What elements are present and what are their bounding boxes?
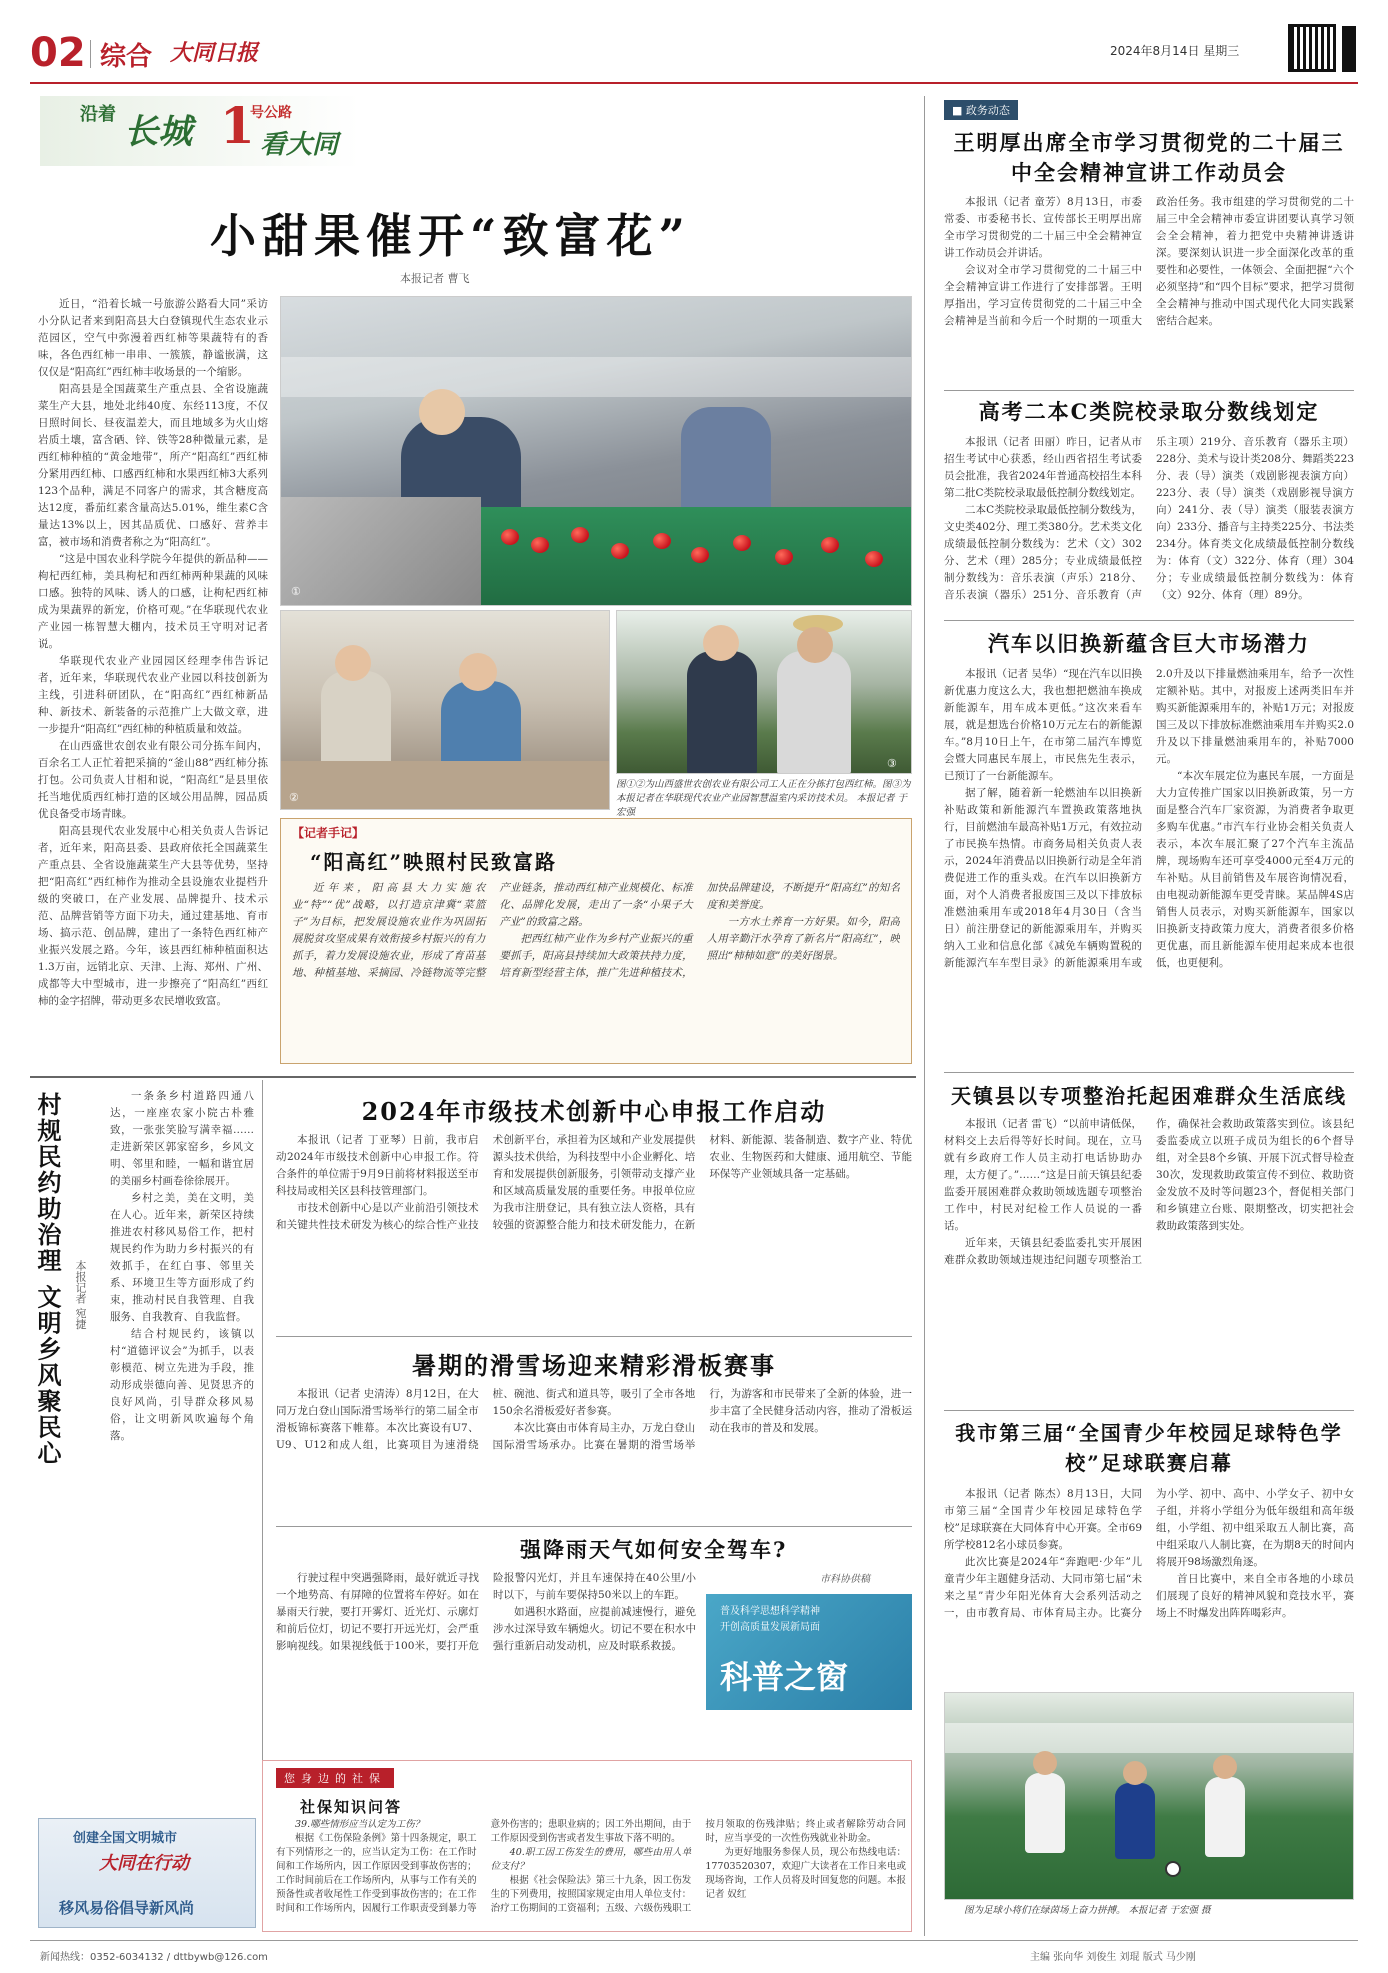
divider	[30, 1076, 916, 1078]
social-body	[276, 1818, 906, 1926]
banner-top: 创建全国文明城市	[73, 1831, 178, 1846]
tianzhen-para: 本报讯（记者 雷飞）“以前申请低保，材料交上去后得等好长时间。现在，立马就有乡政府工作人员主动打电话协助办理，太方便了。”……“这是日前天镇县纪委监委开展困难群众救助领域选题专项整治工作中，村民对纪检工作人员说的一番话。	[944, 1118, 1142, 1232]
banner-road: 号公路	[250, 105, 292, 121]
commentary-para: 近年来，阳高县大力实施农业“特”“优”战略，以打造京津冀“菜篮子”为目标，把发展设施农业作为巩固拓展脱贫攻坚成果有效衔接乡村振兴的有力抓手，着力发展设施农业，形成了育苗基地、种植基地、采摘园、冷链物流等完整产业链条，推动西红柿产业规模化、标准化、品牌化发展，走出了一条“小果子大产业”的致富之路。	[292, 882, 693, 979]
photo-number: ②	[289, 791, 299, 804]
football-para: 本报讯（记者 陈杰）8月13日，大同市第三届“全国青少年校园足球特色学校”足球联赛在大同体育中心开赛。全市69所学校812名小球员参赛。	[944, 1488, 1142, 1551]
series-banner	[40, 96, 360, 166]
village-para: 结合村规民约，该镇以村“道德评议会”为抓手，以表彰模范、树立先进为手段，推动形成崇德向善、见贤思齐的良好风尚，引导群众移风易俗，让文明新风吹遍每个角落。	[110, 1328, 254, 1442]
photo-number: ③	[887, 757, 897, 770]
rain-body	[276, 1570, 696, 1756]
skate-para: 本次比赛由市体育局主办，万龙白登山国际滑雪场承办。比赛在暑期的滑雪场举行，为游客和市民带来了全新的体验，进一步丰富了全民健身活动内容，推动了滑板运动在我市的普及和发展。	[492, 1388, 912, 1451]
lead-headline: 小甜果催开“致富花”	[210, 209, 691, 263]
masthead	[30, 22, 1358, 82]
photo-sorting-line	[280, 296, 912, 606]
banner-great-wall: 长城	[124, 112, 192, 152]
football-para: 首日比赛中，来自全市各地的小球员们展现了良好的精神风貌和竞技水平，赛场上不时爆发出阵阵喝彩声。	[1156, 1573, 1354, 1619]
tech-para: 市技术创新中心是以产业前沿引领技术和关键共性技术研发为核心的综合性产业技术创新平台，承担着为区域和产业发展提供源头技术供给，为科技型中小企业孵化、培育和发展提供创新服务，引领带动支撑产业和区域高质量发展的重要任务。申报单位应为我市注册登记，具有独立法人资格，具有较强的资源整合能力和技术研发能力，在新材料、新能源、装备制造、数字产业、特优农业、生物医药和大健康、通用航空、节能环保等产业领域具备一定基础。	[276, 1134, 912, 1231]
skate-body	[276, 1386, 912, 1522]
footer-editors: 主编 张向华 刘俊生 刘琨 版式 马少刚	[1030, 1952, 1196, 1963]
lead-photo-caption: 图①②为山西盛世农创农业有限公司工人正在分拣打包西红柿。图③为本报记者在华联现代农业产业园智慧温室内采访技术员。 本报记者 于宏强	[616, 779, 911, 818]
banner-prefix: 沿着	[80, 104, 116, 125]
science-line1: 普及科学思想科学精神	[720, 1606, 820, 1617]
divider	[944, 390, 1354, 391]
divider	[944, 620, 1354, 621]
commentary-tag: 【记者手记】	[292, 826, 365, 840]
banner-bottom: 移风易俗倡导新风尚	[59, 1899, 195, 1917]
exam-title: 高考二本C类院校录取分数线划定	[978, 399, 1320, 424]
photo-interview	[616, 610, 912, 774]
politics-title: 王明厚出席全市学习贯彻党的二十届三中全会精神宣讲工作动员会	[953, 130, 1345, 185]
football-para: 此次比赛是2024年“奔跑吧·少年”儿童青少年主题健身活动、大同市第七届“未来之星”青少年阳光体育大会系列活动之一，由市教育局、市体育局主办。比赛分为小学、初中、高中、小学女子、初中女子组，并将小学组分为低年级组和高年级组，小学组、初中组采取五人制比赛，高中组采取八人制比赛，在为期8天的时间内将展开98场激烈角逐。	[944, 1488, 1354, 1619]
masthead-rule	[30, 82, 1358, 84]
football-icon	[1165, 1861, 1181, 1877]
rain-title: 强降雨天气如何安全驾车?	[520, 1537, 788, 1562]
skate-title: 暑期的滑雪场迎来精彩滑板赛事	[412, 1351, 776, 1380]
politics-tag: ■ 政务动态	[944, 100, 1018, 120]
divider	[944, 1072, 1354, 1073]
commentary-para: 一方水土养育一方好果。如今，阳高人用辛勤汗水孕育了新名片“阳高红”，映照出“柿柿如意”的美好图景。	[706, 916, 900, 962]
politics-para: 会议对全市学习贯彻党的二十届三中全会精神宣讲工作进行了安排部署。王明厚指出，学习宣传贯彻党的二十届三中全会精神是当前和今后一个时期的一项重大政治任务。我市组建的学习贯彻党的二十届三中全会精神市委宣讲团要认真学习领会全会精神，着力把党中央精神讲透讲深。要深刻认识进一步全面深化改革的重要性和必要性，一体领会、全面把握“六个必须坚持”和“四个目标”要求，把学习贯彻全会精神与推动中国式现代化大同实践紧密结合起来。	[944, 196, 1354, 327]
photo-football	[944, 1692, 1354, 1900]
footer-hotline: 新闻热线：0352-6034132 / dttbywb@126.com	[40, 1952, 268, 1963]
village-body	[110, 1088, 254, 1808]
skate-para: 本报讯（记者 史清涛）8月12日，在大同万龙白登山国际滑雪场举行的第二届全市滑板锦标赛落下帷幕。本次比赛设有U7、U9、U12和成人组，比赛项目为速滑绕桩、碗池、街式和道具等，吸引了全市各地150余名滑板爱好者参赛。	[276, 1388, 696, 1451]
masthead-divider	[90, 40, 91, 68]
auto-para: 本报讯（记者 吴华）“现在汽车以旧换新优惠力度这么大，我也想把燃油车换成新能源车，用车成本更低。”这次来看车展，就是想选台价格10万元左右的新能源车。”8月10日上午，在市第二届汽车博览会暨大同惠民车展上，市民焦先生表示，已预订了一台新能源车。	[944, 668, 1142, 782]
tianzhen-para: 近年来，天镇县纪委监委扎实开展困难群众救助领域违规违纪问题专项整治工作，确保社会救助政策落实到位。该县纪委监委成立以班子成员为组长的6个督导组，对全县8个乡镇、开展下沉式督导检查30次，发现救助政策宣传不到位、救助资金发放不及时等问题23个，督促相关部门和乡镇建立台账、限期整改，切实把社会救助政策落到实处。	[944, 1118, 1354, 1266]
tianzhen-title: 天镇县以专项整治托起困难群众生活底线	[951, 1084, 1347, 1108]
commentary-para: 把西红柿产业作为乡村产业振兴的重要抓手，阳高县持续加大政策扶持力度，培育新型经营主体，推广先进种植技术，加快品牌建设，不断提升“阳高红”的知名度和美誉度。	[499, 882, 900, 979]
tianzhen-body	[944, 1116, 1354, 1406]
social-para: 根据《社会保险法》第三十九条，因工伤发生的下列费用，按照国家规定由用人单位支付：治疗工伤期间的工资福利；五级、六级伤残职工按月领取的伤残津贴；终止或者解除劳动合同时，应当享受的一次性伤残就业补助金。	[490, 1819, 906, 1914]
social-para: 为更好地服务参保人员，现公布热线电话：17703520307，欢迎广大读者在工作日来电或现场咨询，工作人员将及时回复您的问题。本报记者 奴红	[705, 1847, 906, 1900]
football-caption: 图为足球小将们在绿茵场上奋力拼搏。 本报记者 于宏强 摄	[964, 1905, 1211, 1916]
social-para: 39.哪些情形应当认定为工伤？	[295, 1819, 425, 1830]
science-line2: 开创高质量发展新局面	[720, 1622, 820, 1633]
photo-number: ①	[291, 585, 301, 598]
village-title: 村规民约助治理 文明乡风聚民心	[33, 1092, 62, 1467]
divider	[944, 1410, 1354, 1411]
lead-para: 阳高县是全国蔬菜生产重点县、全省设施蔬菜生产大县，地处北纬40度、东经113度，不仅日照时间长、昼夜温差大，而且地域多为火山熔岩质土壤，富含硒、锌、铁等28种微量元素，是西红柿种植的“黄金地带”，所产“阳高红”西红柿分紧用西红柿、口感西红柿和水果西红柿3大系列123个品种，满足不同客户的需求，其含糖度高达12度，番茄红素含量高达5.01%，维生素C含量达13%以上，因其品质优、口感好、营养丰富，被市场和消费者称之为“阳高红”。	[38, 383, 268, 548]
tech-para: 本报讯（记者 丁亚琴）日前，我市启动2024年市级技术创新中心申报工作。符合条件的单位需于9月9日前将材料报送至市科技局或相关区县科技管理部门。	[276, 1134, 479, 1197]
rain-source: 市科协供稿	[820, 1574, 870, 1585]
footer-rule	[30, 1940, 1358, 1941]
science-title: 科普之窗	[720, 1658, 849, 1696]
lead-para: 华联现代农业产业园园区经理李伟告诉记者，近年来，华联现代农业产业园以科技创新为主线，引进科研团队，在“阳高红”西红柿新品种、新技术、新装备的示范推广上大做文章，进一步提升“阳高红”西红柿的种植质量和效益。	[38, 655, 268, 735]
lead-para: 近日，“沿着长城一号旅游公路看大同”采访小分队记者来到阳高县大白登镇现代生态农业示范园区，空气中弥漫着西红柿等果蔬特有的香味，各色西红柿一串串、一簇簇，静谧嵌满，这仅仅是“阳高红”西红柿丰收场景的一个缩影。	[38, 298, 268, 378]
social-para: 40.职工因工伤发生的费用，哪些由用人单位支付？	[490, 1847, 692, 1872]
social-header: 您身边的社保	[276, 1768, 394, 1788]
auto-para: “本次车展定位为惠民车展，一方面是大力宣传推广国家以旧换新政策，另一方面是整合汽车厂家资源，为消费者争取更多购车优惠。”市汽车行业协会相关负责人表示，本次车展汇聚了27个汽车主流品牌，现场购车还可享受4000元至4万元的车补贴。从目前销售及车展咨询情况看，由电视动新能源车更受青睐。某品牌4S店销售人员表示，对购买新能源车，国家以旧换新支持政策力度大，消费者很多价格更优惠，而且新能源车使用起来成本也很低，也更便利。	[1156, 770, 1354, 969]
village-para: 乡村之美，美在文明，美在人心。近年来，新荣区持续推进农村移风易俗工作，把村规民约作为助力乡村振兴的有效抓手，在红白事、邻里关系、环境卫生等方面形成了约束，推动村民自我管理、自我服务、自我教育、自我监督。	[110, 1192, 254, 1323]
photo-packing	[280, 610, 610, 810]
exam-para: 本报讯（记者 田丽）昨日，记者从市招生考试中心获悉，经山西省招生考试委员会批准，我省2024年普通高校招生本科第二批C类院校录取最低控制分数线划定。	[944, 436, 1142, 499]
date-line: 2024年8月14日 星期三	[1110, 44, 1240, 58]
lead-body	[38, 296, 268, 1016]
divider	[276, 1526, 912, 1527]
tech-title: 2024年市级技术创新中心申报工作启动	[361, 1097, 827, 1126]
rain-para: 如遇积水路面，应提前减速慢行，避免涉水过深导致车辆熄火。切记不要在积水中强行重新启动发动机，应及时联系救援。	[493, 1606, 696, 1652]
auto-para: 据了解，随着新一轮燃油车以旧换新补贴政策和新能源汽车置换政策落地执行，目前燃油车最高补贴1万元，有效拉动了市民换车热情。市商务局相关负责人表示，2024年消费品以旧换新行动是全年消费促进工作的重头戏。在汽车以旧换新方面，对个人消费者报废国三及以下排放标准燃油乘用车或2018年4月30日（含当日）前注册登记的新能源乘用车，并购买纳入工业和信息化部《减免车辆购置税的新能源汽车车型目录》的新能源乘用车或2.0升及以下排量燃油乘用车，给予一次性定额补贴。其中，对报废上述两类旧车并购买新能源乘用车的，补贴1万元；对报废国三及以下排放标准燃油乘用车并购买2.0升及以下排量燃油乘用车的，补贴7000元。	[944, 668, 1354, 969]
column-divider	[924, 96, 925, 1936]
page-number: 02	[30, 30, 86, 76]
tech-body	[276, 1132, 912, 1332]
football-body	[944, 1486, 1354, 1686]
football-title: 我市第三届“全国青少年校园足球特色学校”足球联赛启幕	[955, 1421, 1343, 1475]
commentary-body	[292, 880, 900, 1058]
social-para: 根据《工伤保险条例》第十四条规定，职工有下列情形之一的，应当认定为工伤：在工作时间和工作场所内，因工作原因受到事故伤害的；工作时间前后在工作场所内，从事与工作有关的预备性或者收尾性工作受到事故伤害的；在工作时间和工作场所内，因履行工作职责受到暴力等意外伤害的；患职业病的；因工外出期间，由于工作原因受到伤害或者发生事故下落不明的。	[276, 1819, 692, 1914]
banner-number: 1	[220, 96, 255, 155]
rain-para: 行驶过程中突遇强降雨，最好就近寻找一个地势高、有屏障的位置将车停好。如在暴雨天行驶，要打开雾灯、近光灯、示廓灯和前后位灯，切记不要打开远光灯，会严重影响视线。如果视线低于100米，要打开危险报警闪光灯，并且车速保持在40公里/小时以下，与前车要保持50米以上的车距。	[276, 1572, 696, 1652]
banner-look: 看大同	[260, 130, 339, 160]
lead-para: 在山西盛世农创农业有限公司分拣车间内，百余名工人正忙着把采摘的“釜山88”西红柿分拣打包。公司负责人甘相和说，“阳高红”是县里依托当地优质西红柿打造的区域公用品牌，园品质优良备受市场青睐。	[38, 740, 268, 820]
divider	[276, 1336, 912, 1337]
village-para: 一条条乡村道路四通八达，一座座农家小院古朴雅致，一张张笑脸写满幸福……走进新荣区郭家窑乡，乡风文明、邻里和睦，一幅和谐宜居的美丽乡村画卷徐徐展开。	[110, 1090, 254, 1187]
qr-label	[1342, 26, 1356, 72]
lead-para: “这是中国农业科学院今年提供的新品种——枸杞西红柿，美具枸杞和西红柿两种果蔬的风味口感。独特的风味、诱人的口感，让枸杞西红柿成为果蔬界的新宠，价格可观。”在华联现代农业产业园一栋智慧大棚内，技术员王守明对记者说。	[38, 553, 268, 650]
village-byline: 本报记者 宛捷	[74, 1260, 87, 1330]
section-name: 综合	[100, 42, 153, 72]
civilization-banner	[38, 1818, 256, 1928]
science-box	[706, 1594, 912, 1710]
auto-body	[944, 666, 1354, 1066]
banner-mid: 大同在行动	[99, 1853, 189, 1874]
exam-para: 二本C类院校录取最低控制分数线为，文史类402分、理工类380分。艺术类文化成绩最低控制分数线为：艺术（文）302分、艺术（理）285分；专业成绩最低控制分数线为：音乐表演（声乐）218分、音乐表演（器乐）251分、音乐教育（声乐主项）219分、音乐教育（器乐主项）228分、美术与设计类208分、舞蹈类223分、表（导）演类（戏剧影视表演方向）223分、表（导）演类（戏剧影视导演方向）241分、表（导）演类（服装表演方向）233分、播音与主持类225分、书法类234分。体育类文化成绩最低控制分数线为：体育（文）322分、体育（理）304分；专业成绩最低控制分数线为：体育（文）92分、体育（理）89分。	[944, 436, 1354, 601]
lead-byline: 本报记者 曹飞	[400, 272, 470, 285]
politics-body	[944, 194, 1354, 384]
qr-code[interactable]	[1288, 24, 1336, 72]
auto-title: 汽车以旧换新蕴含巨大市场潜力	[988, 631, 1310, 656]
paper-logo: 大同日报	[170, 40, 259, 66]
politics-para: 本报讯（记者 童芳）8月13日，市委常委、市委秘书长、宣传部长王明厚出席全市学习贯彻党的二十届三中全会精神宣讲工作动员会并讲话。	[944, 196, 1142, 259]
exam-body	[944, 434, 1354, 614]
lead-para: 阳高县现代农业发展中心相关负责人告诉记者，近年来，阳高县委、县政府依托全国蔬菜生产重点县、全省设施蔬菜生产大县等优势，坚持把“阳高红”西红柿作为推动全县设施农业提档升级的突破口，在产业发展、品牌提升、技术示范、品牌营销等方面下功夫，通过建基地、育市场、搞示范、创品牌，建出了一条特色西红柿产业振兴发展之路。今年，该县西红柿种植面积达1.3万亩，远销北京、天津、上海、郑州、广州、成都等大中型城市，进一步擦亮了“阳高红”西红柿的金字招牌，带动更多农民增收致富。	[38, 825, 268, 1007]
commentary-title: “阳高红”映照村民致富路	[310, 850, 558, 874]
social-title: 社保知识问答	[300, 1798, 403, 1816]
